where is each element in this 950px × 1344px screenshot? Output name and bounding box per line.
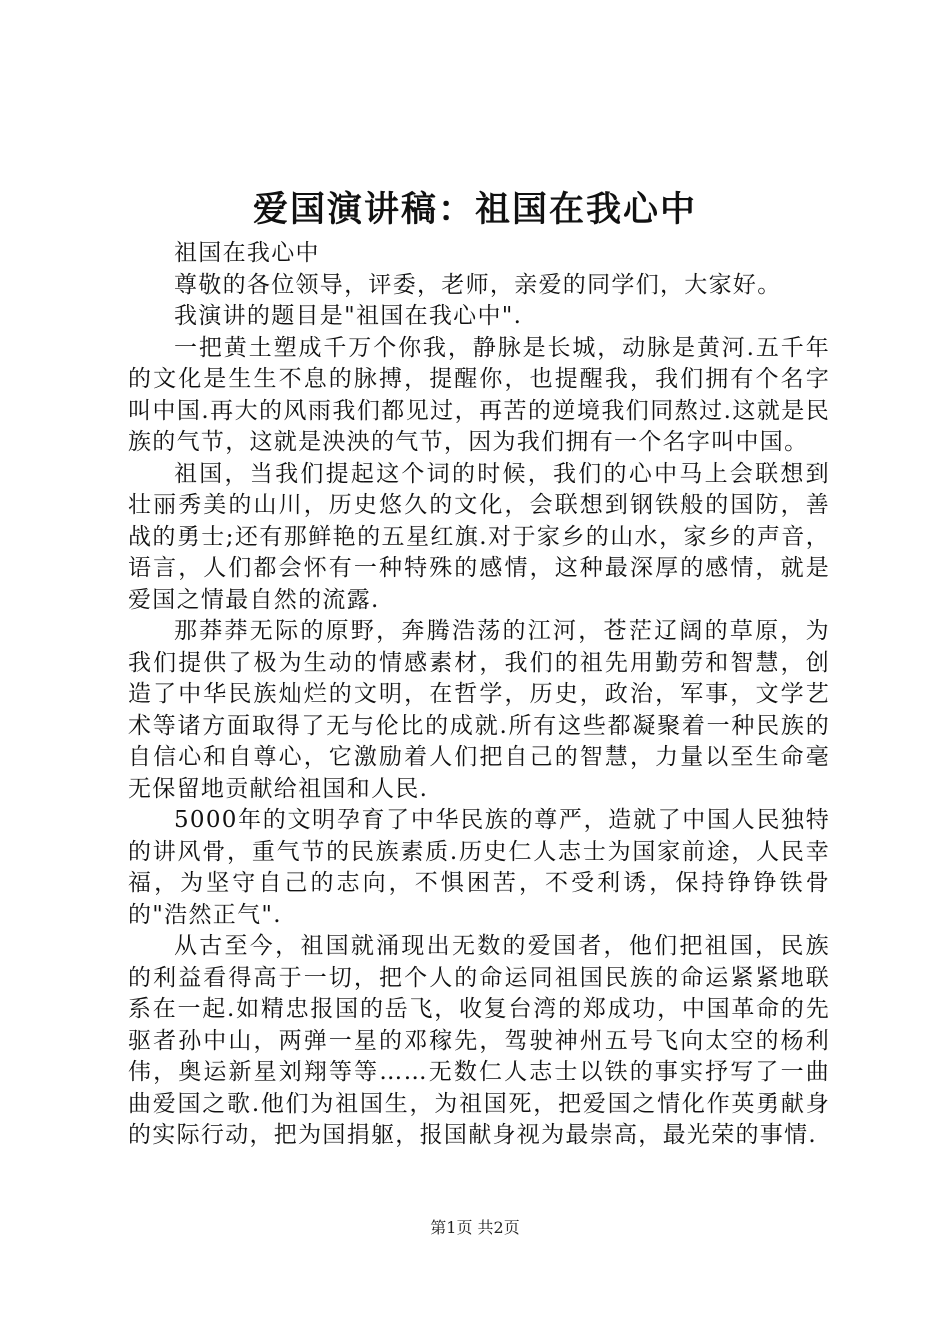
document-title: 爱国演讲稿：祖国在我心中 xyxy=(252,189,697,230)
paragraph: 尊敬的各位领导，评委，老师，亲爱的同学们，大家好。 xyxy=(174,271,782,298)
paragraph: 从古至今，祖国就涌现出无数的爱国者，他们把祖国，民族的利益看得高于一切，把个人的命运同祖国民族的命运紧紧地联系在一起.如精忠报国的岳飞，收复台湾的郑成功，中国革命的先驱者孙中山，两弹一星的邓稼先，驾驶神州五号飞向太空的杨利伟，奥运新星刘翔等等……无数仁人志士以铁的事实抒写了一曲曲爱国之歌.他们为祖国生，为祖国死，把爱国之情化作英勇献身的实际行动，把为国捐躯，报国献身视为最崇高，最光荣的事情. xyxy=(128,933,830,1148)
paragraph: 5000年的文明孕育了中华民族的尊严，造就了中国人民独特的讲风骨，重气节的民族素质.历史仁人志士为国家前途，人民幸福，为坚守自己的志向，不惧困苦，不受利诱，保持铮铮铁骨的"浩然正气". xyxy=(128,807,830,928)
paragraph: 一把黄土塑成千万个你我，静脉是长城，动脉是黄河.五千年的文化是生生不息的脉搏，提醒你，也提醒我，我们拥有个名字叫中国.再大的风雨我们都见过，再苦的逆境我们同熬过.这就是民族的气节，这就是泱泱的气节，因为我们拥有一个名字叫中国。 xyxy=(128,334,830,455)
document-body xyxy=(128,238,830,1152)
paragraph: 我演讲的题目是"祖国在我心中". xyxy=(174,303,523,329)
page-number-footer: 第1页 共2页 xyxy=(430,1218,520,1237)
paragraph: 那莽莽无际的原野，奔腾浩荡的江河，苍茫辽阔的草原，为我们提供了极为生动的情感素材，我们的祖先用勤劳和智慧，创造了中华民族灿烂的文明，在哲学，历史，政治，军事，文学艺术等诸方面取得了无与伦比的成就.所有这些都凝聚着一种民族的自信心和自尊心，它激励着人们把自己的智慧，力量以至生命毫无保留地贡献给祖国和人民. xyxy=(128,618,830,802)
paragraph: 祖国，当我们提起这个词的时候，我们的心中马上会联想到壮丽秀美的山川，历史悠久的文化，会联想到钢铁般的国防，善战的勇士;还有那鲜艳的五星红旗.对于家乡的山水，家乡的声音，语言，人们都会怀有一种特殊的感情，这种最深厚的感情，就是爱国之情最自然的流露. xyxy=(128,460,830,613)
paragraph: 祖国在我心中 xyxy=(174,240,320,266)
